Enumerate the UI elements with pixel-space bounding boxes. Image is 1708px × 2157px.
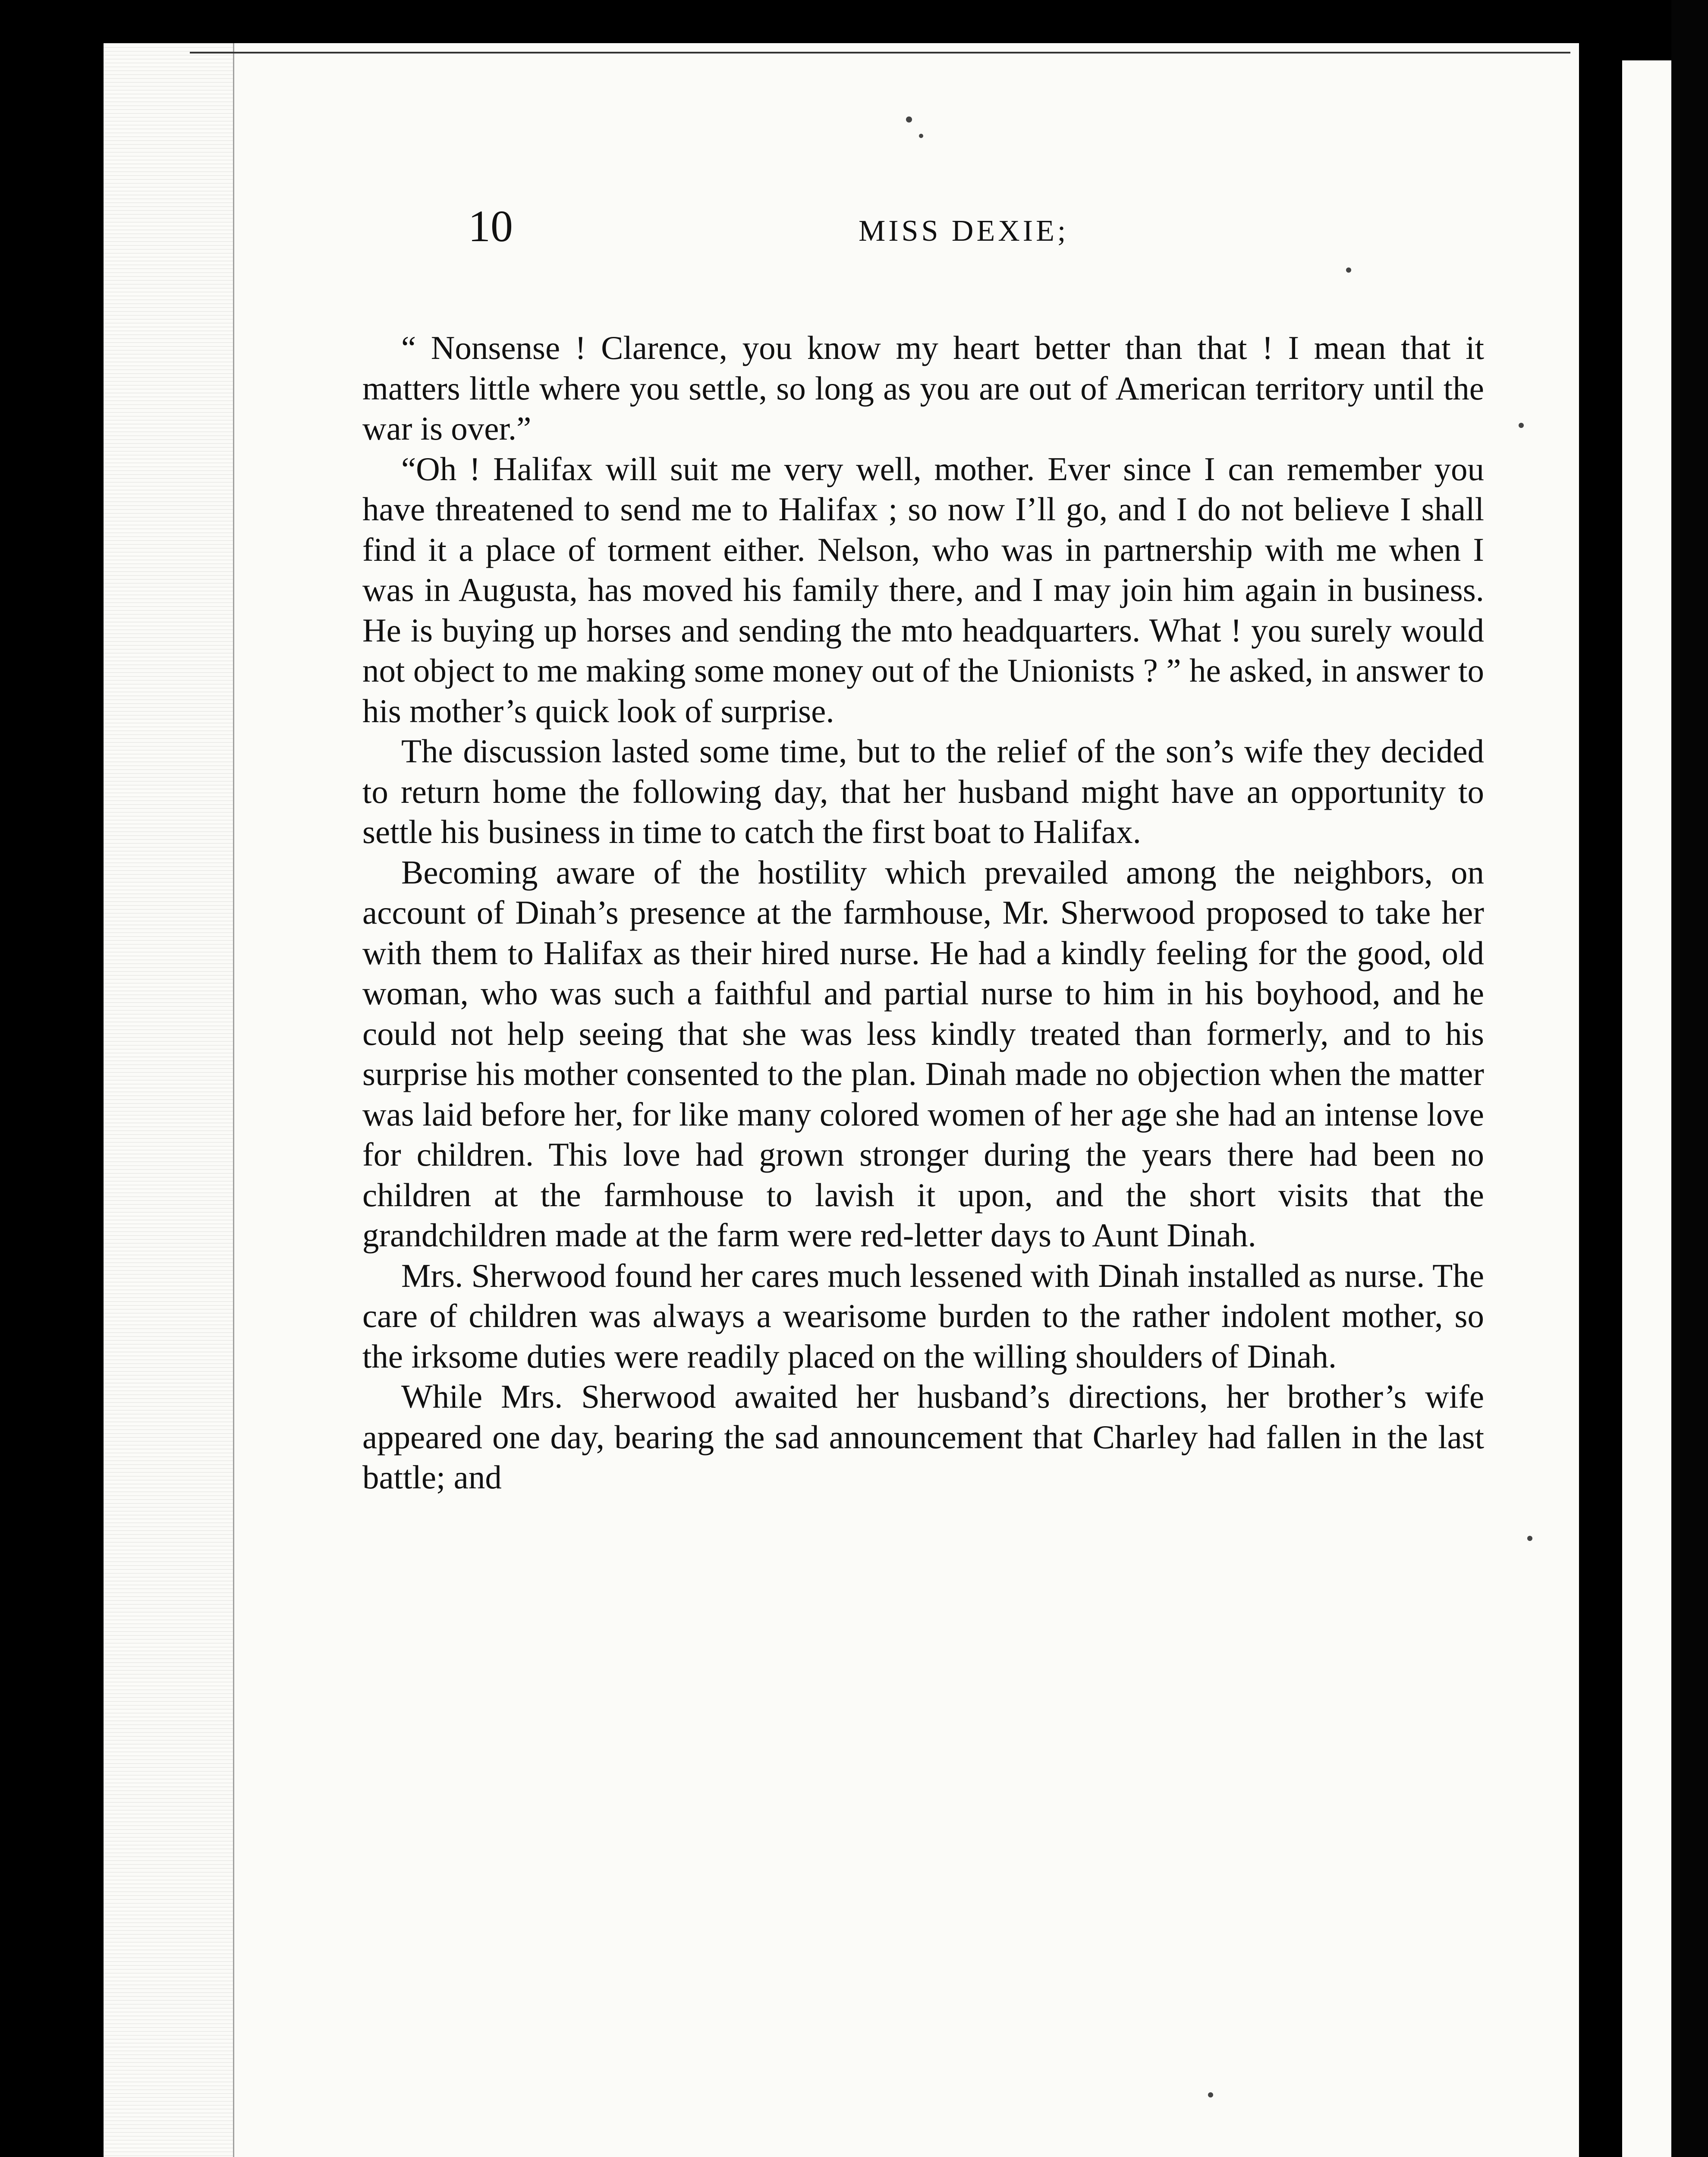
paragraph: The discussion lasted some time, but to the relief of the son’s wife they decided to return home the following day, that her husband might have an opportunity to settle his business in time to catch the first boat to Halifax. — [362, 733, 1484, 850]
paragraph: Becoming aware of the hostility which prevailed among the neighbors, on account of Dinah’s presence at the farmhouse, Mr. Sherwood proposed to take her with them to Halifax as their hired nurse. He had a kindly feeling for the good, old woman, who was such a faithful and partial nurse to him in his boyhood, and he could not help seeing that she was less kindly treated than formerly, and to his surprise his mother consented to the plan. Dinah made no objection when the matter was laid before her, for like many colored women of her age she had an intense love for children. This love had grown stronger during the years there had been no children at the farmhouse to lavish it upon, and the short visits that the grandchildren made at the farm were red-letter days to Aunt Dinah. — [362, 853, 1484, 1254]
speck — [1346, 267, 1351, 273]
paragraph: “Oh ! Halifax will suit me very well, mother. Ever since I can remember you have threatened to send me to Halifax ; so now I’ll go, and I do not believe I shall find it a place of torment either. Nelson, who was in partnership with me when I was in Augusta, has moved his family there, and I may join him again in business. He is buying up horses and sending the mto headquarters. What ! you surely would not object to me making some money out of the Unionists ? ” he asked, in answer to his mother’s quick look of surprise. — [362, 450, 1484, 729]
page-header — [362, 194, 1484, 259]
speck — [1527, 1536, 1532, 1541]
paragraph: Mrs. Sherwood found her cares much lessened with Dinah installed as nurse. The care of children was always a wearisome burden to the rather indolent mother, so the irksome duties were readily placed on the willing shoulders of Dinah. — [362, 1257, 1484, 1375]
binding-edge — [104, 43, 234, 2157]
paragraph: While Mrs. Sherwood awaited her husband’s directions, her brother’s wife appeared one day, bearing the sad announcement that Charley had fallen in the last battle; and — [362, 1378, 1484, 1496]
speck — [1519, 423, 1524, 428]
scan-border — [1671, 0, 1708, 2157]
speck — [919, 134, 923, 138]
frame-line-top — [190, 52, 1570, 53]
speck — [906, 116, 912, 123]
speck — [1208, 2092, 1213, 2097]
running-head: MISS DEXIE; — [859, 214, 1069, 248]
page-number: 10 — [468, 201, 513, 251]
paragraph: “ Nonsense ! Clarence, you know my heart better than that ! I mean that it matters little where you settle, so long as you are out of American territory until the war is over.” — [362, 329, 1484, 447]
body-text — [362, 328, 1484, 1498]
